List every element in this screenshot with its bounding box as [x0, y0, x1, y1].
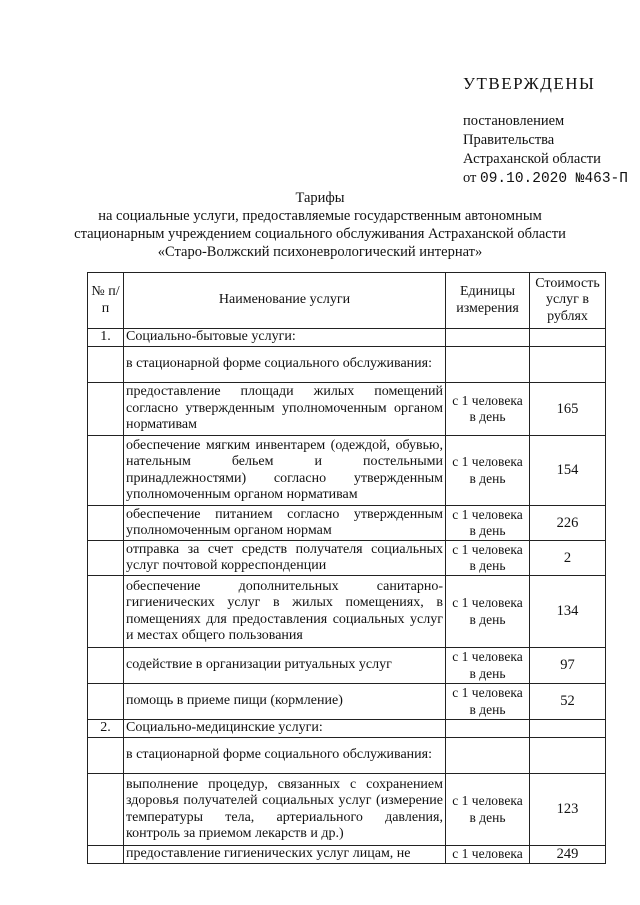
approval-date-stamp: 09.10.2020 №463-П	[480, 171, 628, 187]
row-name: Социально-медицинские услуги:	[124, 720, 446, 738]
approval-date-line	[463, 169, 638, 189]
table-row	[88, 506, 606, 541]
table-row	[88, 738, 606, 774]
approval-line-resolution: постановлением	[463, 113, 565, 129]
row-price: 154	[530, 436, 606, 506]
header-unit: Единицы измерения	[446, 273, 530, 329]
document-title-line: стационарным учреждением социального обслуживания Астраханской области	[74, 226, 566, 242]
row-name: помощь в приеме пищи (кормление)	[124, 684, 446, 720]
row-num	[88, 541, 124, 576]
row-num	[88, 383, 124, 436]
row-unit: с 1 человека в день	[446, 541, 530, 576]
table-row	[88, 648, 606, 684]
row-name: содействие в организации ритуальных услуг	[124, 648, 446, 684]
row-unit: с 1 человека в день	[446, 774, 530, 846]
row-unit: с 1 человека в день	[446, 383, 530, 436]
table-row	[88, 347, 606, 383]
header-num: № п/п	[88, 273, 124, 329]
tariffs-table	[87, 272, 606, 864]
row-num	[88, 347, 124, 383]
row-num	[88, 684, 124, 720]
row-price: 52	[530, 684, 606, 720]
row-num: 1.	[88, 329, 124, 347]
row-price: 97	[530, 648, 606, 684]
row-num	[88, 506, 124, 541]
row-name: Социально-бытовые услуги:	[124, 329, 446, 347]
row-name: обеспечение питанием согласно утвержденным уполномоченным органом нормам	[124, 506, 446, 541]
row-price: 2	[530, 541, 606, 576]
table-row	[88, 383, 606, 436]
row-num	[88, 648, 124, 684]
row-price	[530, 738, 606, 774]
row-price: 249	[530, 846, 606, 864]
row-unit	[446, 329, 530, 347]
row-num	[88, 846, 124, 864]
table-row	[88, 684, 606, 720]
row-name: в стационарной форме социального обслуживания:	[124, 347, 446, 383]
document-title-line: Тарифы	[295, 190, 345, 206]
table-row	[88, 436, 606, 506]
row-unit	[446, 720, 530, 738]
row-unit: с 1 человека в день	[446, 648, 530, 684]
approval-block	[463, 74, 638, 189]
row-price	[530, 720, 606, 738]
row-name: предоставление площади жилых помещений согласно утвержденным уполномоченным органом нормативам	[124, 383, 446, 436]
row-num: 2.	[88, 720, 124, 738]
row-unit: с 1 человека в день	[446, 506, 530, 541]
table-row	[88, 329, 606, 347]
table-row	[88, 720, 606, 738]
row-name: отправка за счет средств получателя социальных услуг почтовой корреспонденции	[124, 541, 446, 576]
document-title	[0, 189, 640, 261]
document-title-line: на социальные услуги, предоставляемые государственным автономным	[98, 208, 542, 224]
row-name: предоставление гигиенических услуг лицам, не	[124, 846, 446, 864]
row-num	[88, 436, 124, 506]
row-price	[530, 347, 606, 383]
row-price: 123	[530, 774, 606, 846]
approval-date-prefix: от	[463, 170, 477, 186]
document-title-line: «Старо-Волжский психоневрологический интернат»	[157, 244, 483, 260]
approval-line-government: Правительства	[463, 132, 555, 148]
row-name: в стационарной форме социального обслуживания:	[124, 738, 446, 774]
row-num	[88, 738, 124, 774]
header-name: Наименование услуги	[124, 273, 446, 329]
table-header-row	[88, 273, 606, 329]
row-num	[88, 774, 124, 846]
row-price: 226	[530, 506, 606, 541]
row-unit	[446, 347, 530, 383]
table-row	[88, 774, 606, 846]
row-price	[530, 329, 606, 347]
table-row	[88, 576, 606, 648]
row-name: обеспечение дополнительных санитарно-гигиенических услуг в жилых помещениях, в помещениях для предоставления социальных услуг и местах общего пользования	[124, 576, 446, 648]
row-price: 134	[530, 576, 606, 648]
header-price: Стоимость услуг в рублях	[530, 273, 606, 329]
table-row	[88, 541, 606, 576]
row-num	[88, 576, 124, 648]
row-unit	[446, 738, 530, 774]
row-unit: с 1 человека в день	[446, 576, 530, 648]
row-unit: с 1 человека	[446, 846, 530, 864]
approval-title: УТВЕРЖДЕНЫ	[463, 74, 596, 93]
row-unit: с 1 человека в день	[446, 684, 530, 720]
row-name: выполнение процедур, связанных с сохранением здоровья получателей социальных услуг (измерение температуры тела, артериального давления, контроль за приемом лекарств и др.)	[124, 774, 446, 846]
table-row	[88, 846, 606, 864]
approval-line-region: Астраханской области	[463, 151, 601, 167]
row-name: обеспечение мягким инвентарем (одеждой, обувью, нательным бельем и постельными принадлежностями) согласно утвержденным уполномоченным органом нормативам	[124, 436, 446, 506]
row-unit: с 1 человека в день	[446, 436, 530, 506]
row-price: 165	[530, 383, 606, 436]
